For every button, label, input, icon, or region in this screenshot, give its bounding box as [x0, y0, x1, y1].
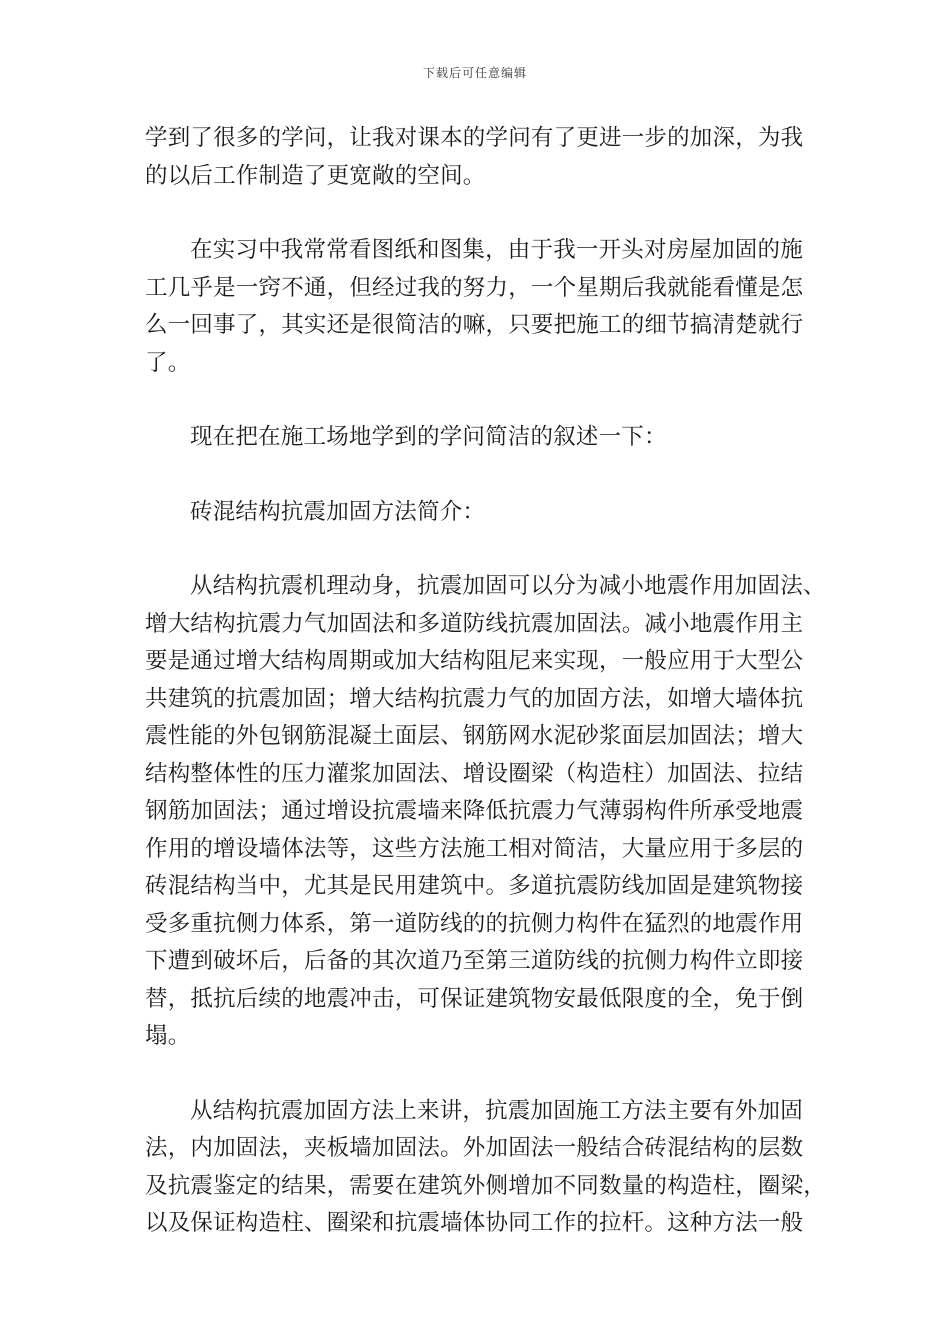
text-line: 塌。 [145, 1023, 191, 1049]
document-body [145, 120, 835, 1280]
text-line: 学到了很多的学问，让我对课本的学问有了更进一步的加深，为我 [145, 125, 804, 151]
text-line: 从结构抗震机理动身，抗震加固可以分为减小地震作用加固法、 [190, 573, 826, 599]
text-line: 砖混结构当中，尤其是民用建筑中。多道抗震防线加固是建筑物接 [145, 873, 804, 899]
paragraph-1 [145, 120, 835, 195]
paragraph-5 [145, 1093, 835, 1243]
text-line: 在实习中我常常看图纸和图集，由于我一开头对房屋加固的施 [190, 237, 803, 263]
paragraph-3 [145, 419, 835, 457]
text-line: 作用的增设墙体法等，这些方法施工相对简洁，大量应用于多层的 [145, 835, 804, 862]
text-line: 的以后工作制造了更宽敞的空间。 [145, 162, 486, 189]
text-line: 钢筋加固法；通过增设抗震墙来降低抗震力气薄弱构件所承受地震 [145, 798, 804, 824]
text-line: 了。 [145, 349, 191, 376]
section-heading [145, 494, 835, 532]
text-line: 砖混结构抗震加固方法简介： [190, 498, 486, 525]
text-line: 及抗震鉴定的结果，需要在建筑外侧增加不同数量的构造柱，圈梁， [145, 1172, 827, 1199]
paragraph-2 [145, 232, 835, 382]
text-line: 工几乎是一窍不通，但经过我的努力，一个星期后我就能看懂是怎 [145, 274, 804, 301]
text-line: 结构整体性的压力灌浆加固法、增设圈梁（构造柱）加固法、拉结 [145, 760, 804, 787]
text-line: 增大结构抗震力气加固法和多道防线抗震加固法。减小地震作用主 [145, 610, 804, 637]
text-line: 替，抵抗后续的地震冲击，可保证建筑物安最低限度的全，免于倒 [145, 985, 804, 1012]
text-line: 震性能的外包钢筋混凝土面层、钢筋网水泥砂浆面层加固法；增大 [145, 723, 804, 749]
text-line: 要是通过增大结构周期或加大结构阻尼来实现，一般应用于大型公 [145, 648, 804, 674]
text-line: 共建筑的抗震加固；增大结构抗震力气的加固方法，如增大墙体抗 [145, 685, 804, 712]
text-line: 从结构抗震加固方法上来讲，抗震加固施工方法主要有外加固 [190, 1097, 803, 1124]
text-line: 受多重抗侧力体系，第一道防线的的抗侧力构件在猛烈的地震作用 [145, 910, 804, 937]
text-line: 以及保证构造柱、圈梁和抗震墙体协同工作的拉杆。这种方法一般 [145, 1210, 804, 1236]
text-line: 么一回事了，其实还是很简洁的嘛，只要把施工的细节搞清楚就行 [145, 312, 804, 338]
text-line: 下遭到破坏后，后备的其次道乃至第三道防线的抗侧力构件立即接 [145, 948, 804, 974]
page-header: 下载后可任意编辑 [422, 66, 527, 80]
text-line: 现在把在施工场地学到的学问简洁的叙述一下： [190, 424, 667, 450]
paragraph-4 [145, 568, 835, 1056]
text-line: 法，内加固法，夹板墙加固法。外加固法一般结合砖混结构的层数 [145, 1135, 804, 1161]
